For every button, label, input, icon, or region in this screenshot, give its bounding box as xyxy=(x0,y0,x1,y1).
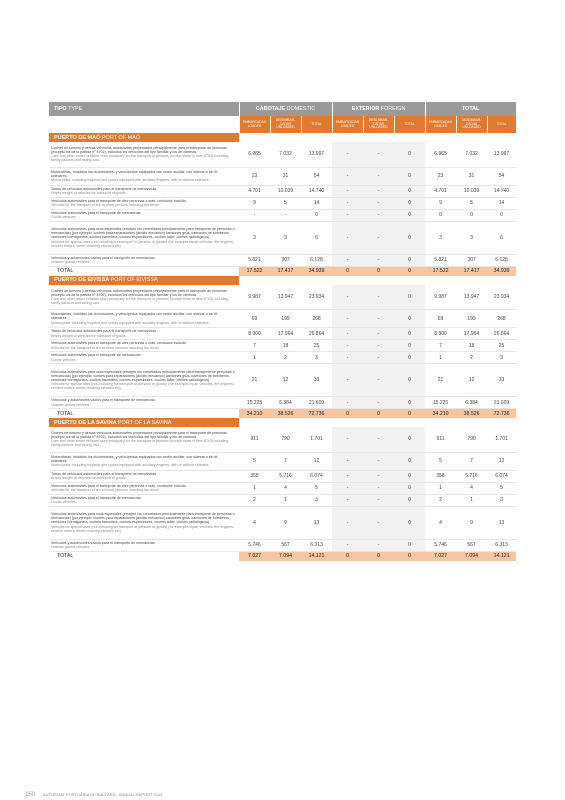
table-cell: 12 xyxy=(487,452,516,470)
table-cell: 5 xyxy=(239,452,270,470)
table-cell: 4 xyxy=(270,482,301,494)
port-header-fill xyxy=(239,276,516,285)
total-cell: 0 xyxy=(394,266,425,276)
total-cell: 0 xyxy=(332,551,363,561)
table-row xyxy=(49,310,516,328)
table-row xyxy=(49,185,516,197)
row-description: Vehículos automóviles para el transporte de diez personas o más, conductor incluido. Vehicles for the transport of ten or more persons including the driver. xyxy=(49,197,239,209)
total-cell: 0 xyxy=(332,409,363,419)
table-cell: 13.947 xyxy=(456,285,487,310)
table-cell: 15.225 xyxy=(425,397,456,409)
row-description: Vehículos y automóviles vacíos para el transporte de mercancías. Unladen goods vehicles. xyxy=(49,539,239,551)
table-cell: 5 xyxy=(301,482,332,494)
table-cell: 0 xyxy=(394,352,425,364)
table-cell: 10.039 xyxy=(270,185,301,197)
table-row xyxy=(49,397,516,409)
total-cell: 0 xyxy=(363,266,394,276)
port-header-row xyxy=(49,276,516,285)
table-row xyxy=(49,221,516,254)
table-cell: 69 xyxy=(239,310,270,328)
row-description: Tarros de vehículos automóviles para el transporte de mercancías. Empty weight of vehicles for transport of goods. xyxy=(49,185,239,197)
table-cell: 0 xyxy=(394,506,425,539)
subheader-unloaded: DESEMBAR-CADAS UNLOADED xyxy=(456,116,487,133)
group-header-foreign: EXTERIOR FOREIGN xyxy=(332,102,425,116)
table-cell: 5.821 xyxy=(239,254,270,266)
table-cell: 33 xyxy=(487,364,516,397)
table-cell: 6.384 xyxy=(270,397,301,409)
table-cell: - xyxy=(332,397,363,409)
table-cell: 0 xyxy=(394,340,425,352)
table-cell: 23 xyxy=(425,167,456,185)
row-description: Vehículos y automóviles vacíos para el transporte de mercancías. Unladen goods vehicles. xyxy=(49,397,239,409)
total-cell: 34.939 xyxy=(301,266,332,276)
total-cell: 0 xyxy=(332,266,363,276)
table-cell: 8.900 xyxy=(425,328,456,340)
subheader-loaded: EMBARCADAS LOADED xyxy=(239,116,270,133)
table-cell: - xyxy=(363,221,394,254)
table-row xyxy=(49,364,516,397)
table-cell: 54 xyxy=(301,167,332,185)
table-cell: 7 xyxy=(456,452,487,470)
port-name: PUERTO DE MAÓ PORT OF MAÓ xyxy=(49,133,239,142)
vehicles-traffic-table xyxy=(49,102,517,561)
table-cell: 2 xyxy=(270,352,301,364)
total-cell: 72.736 xyxy=(301,409,332,419)
table-cell: 23.934 xyxy=(487,285,516,310)
table-cell: 12 xyxy=(270,364,301,397)
table-cell: - xyxy=(332,197,363,209)
row-description: Vehículos automóviles para usos especiales (excepto los concebidos principalmente para transporte de personas o mercancías) [por ejemplo: coches para reparaciones (auxilio mecánico) camiones grúa, camiones de bomberos, camiones hormigonera, coches barredera, coches esparcidores, coches taller, coches radiológicos]. Vehicles for special uses (not including for transport or persons or goods) (for example repair vehicles, fire engines, cement mixers, street cleaning vehicles etc). xyxy=(49,364,239,397)
table-cell: 0 xyxy=(394,221,425,254)
table-cell: 5.746 xyxy=(239,539,270,551)
table-cell: 0 xyxy=(394,285,425,310)
table-cell: 911 xyxy=(239,427,270,452)
table-cell: 911 xyxy=(425,427,456,452)
table-cell: - xyxy=(363,482,394,494)
table-cell: 9 xyxy=(239,197,270,209)
row-description: Tarros de vehículos automóviles para el transporte de mercancías. Empty weight of vehicles for transport of goods. xyxy=(49,328,239,340)
table-cell: 358 xyxy=(239,470,270,482)
table-cell: - xyxy=(332,470,363,482)
table-cell: 0 xyxy=(394,167,425,185)
table-cell: 69 xyxy=(425,310,456,328)
table-cell: - xyxy=(363,142,394,167)
table-cell: 13 xyxy=(487,506,516,539)
table-cell: 4.701 xyxy=(239,185,270,197)
table-cell: 3 xyxy=(456,221,487,254)
table-cell: - xyxy=(332,364,363,397)
table-cell: 0 xyxy=(394,310,425,328)
table-cell: 7.032 xyxy=(270,142,301,167)
table-cell: 6 xyxy=(301,221,332,254)
total-cell: 17.522 xyxy=(425,266,456,276)
table-row xyxy=(49,494,516,506)
total-cell: 7.027 xyxy=(425,551,456,561)
table-cell: 14.740 xyxy=(301,185,332,197)
table-cell: 5.716 xyxy=(270,470,301,482)
table-cell: 6 xyxy=(487,221,516,254)
table-cell: 4.701 xyxy=(425,185,456,197)
total-row xyxy=(49,266,516,276)
table-cell: 23 xyxy=(239,167,270,185)
table-row xyxy=(49,452,516,470)
total-cell: 34.210 xyxy=(239,409,270,419)
table-cell: 23.934 xyxy=(301,285,332,310)
table-cell: - xyxy=(363,167,394,185)
table-cell: - xyxy=(332,352,363,364)
table-cell: 17.964 xyxy=(270,328,301,340)
total-cell: 17.417 xyxy=(270,266,301,276)
table-cell: 5 xyxy=(270,197,301,209)
total-row xyxy=(49,551,516,561)
table-cell: 6.384 xyxy=(456,397,487,409)
table-cell: 1 xyxy=(425,352,456,364)
table-cell: 6.313 xyxy=(301,539,332,551)
table-cell: - xyxy=(332,221,363,254)
table-cell: 0 xyxy=(394,539,425,551)
table-cell: 6.128 xyxy=(487,254,516,266)
table-cell: - xyxy=(363,470,394,482)
table-row xyxy=(49,352,516,364)
footer-text: AUTORITAT PORTUÀRIA DE BALEARS · ANNUAL REPORT 2013 xyxy=(43,792,163,797)
table-cell: 10.039 xyxy=(456,185,487,197)
row-description: Vehículos automóviles para usos especiales (excepto los concebidos principalmente para transporte de personas o mercancías) [por ejemplo: coches para reparaciones (auxilio mecánico) camiones grúa, camiones de bomberos, camiones hormigonera, coches barredera, coches esparcidores, coches taller, coches radiológicos]. Vehicles for special uses (not including for transport or persons or goods) (for example repair vehicles, fire engines, cement mixers, street cleaning vehicles etc). xyxy=(49,221,239,254)
total-cell: 7.027 xyxy=(239,551,270,561)
table-cell: 268 xyxy=(487,310,516,328)
table-cell: - xyxy=(332,185,363,197)
table-row xyxy=(49,197,516,209)
table-cell: 0 xyxy=(425,209,456,221)
subheader-total: TOTAL xyxy=(394,116,425,133)
table-body xyxy=(49,133,516,561)
table-row xyxy=(49,142,516,167)
table-cell: 1 xyxy=(270,494,301,506)
table-cell: 567 xyxy=(456,539,487,551)
total-cell: 14.121 xyxy=(301,551,332,561)
table-cell: 1 xyxy=(425,482,456,494)
table-cell: 6.074 xyxy=(301,470,332,482)
table-row xyxy=(49,285,516,310)
table-row xyxy=(49,539,516,551)
table-cell: 5 xyxy=(456,197,487,209)
table-cell: 13 xyxy=(301,506,332,539)
total-cell: 0 xyxy=(363,409,394,419)
row-description: Tarros de vehículos automóviles para el transporte de mercancías. Empty weight of vehicles for transport of goods. xyxy=(49,470,239,482)
table-cell: 567 xyxy=(270,539,301,551)
table-row xyxy=(49,328,516,340)
table-cell: 9 xyxy=(425,197,456,209)
table-cell: 25 xyxy=(487,340,516,352)
row-description: Vehículos automóviles para el transporte de mercancías. Goods vehicles. xyxy=(49,494,239,506)
row-description: Coches de turismo y demás vehículos automóviles proyectados principalmente para el transporte de personas (excepto los de la partida nº 8702), incluidos los vehículos del tipo familiar y los de carreras. Cars and other motor vehicles used principally for the transport of persons (except those in item 8702) including family saloons and racing cars. xyxy=(49,285,239,310)
table-cell: 1.701 xyxy=(301,427,332,452)
table-cell: 0 xyxy=(456,209,487,221)
table-cell: 21 xyxy=(425,364,456,397)
table-cell: - xyxy=(363,352,394,364)
table-cell: 12 xyxy=(301,452,332,470)
table-cell: - xyxy=(332,539,363,551)
table-cell: 7 xyxy=(270,452,301,470)
table-cell: - xyxy=(363,285,394,310)
row-description: Coches de turismo y demás vehículos automóviles proyectados principalmente para el transporte de personas (excepto los de la partida nº 8702), incluidos los vehículos del tipo familiar y los de carreras. Cars and other motor vehicles used principally for the transport of persons (except those in item 8702) including family saloons and racing cars. xyxy=(49,142,239,167)
table-cell: - xyxy=(363,254,394,266)
row-description: Motocicletas, incluidos los ciclomotores, y velocípedos equipados con motor auxiliar, con sidecar o sin él; sidecares. Motorcycles, including mopeds and cycles equipped with auxiliary engines, with or without sidecars. xyxy=(49,167,239,185)
group-header-total: TOTAL xyxy=(425,102,516,116)
page-number: 150 xyxy=(25,792,36,798)
table-cell: - xyxy=(239,209,270,221)
table-cell: 358 xyxy=(425,470,456,482)
table-cell: - xyxy=(332,452,363,470)
total-cell: 17.522 xyxy=(239,266,270,276)
table-cell: 0 xyxy=(394,397,425,409)
table-cell: 307 xyxy=(456,254,487,266)
subheader-row xyxy=(49,116,516,133)
subheader-unloaded: DESEMBAR-CADAS UNLOADED xyxy=(270,116,301,133)
type-header: TIPO TYPE xyxy=(49,102,239,116)
table-cell: 4 xyxy=(425,506,456,539)
table-cell: 3 xyxy=(239,221,270,254)
page-footer xyxy=(25,792,162,798)
table-row xyxy=(49,340,516,352)
port-header-row xyxy=(49,133,516,142)
subheader-blank xyxy=(49,116,239,133)
total-label: TOTAL xyxy=(49,409,239,419)
table-cell: 0 xyxy=(394,185,425,197)
table-cell: 7 xyxy=(425,340,456,352)
row-description: Vehículos automóviles para el transporte de mercancías. Goods vehicles. xyxy=(49,209,239,221)
table-row xyxy=(49,470,516,482)
table-cell: 31 xyxy=(456,167,487,185)
port-name: PUERTO DE LA SAVINA PORT OF LA SAVINA xyxy=(49,418,239,427)
table-cell: - xyxy=(332,482,363,494)
table-cell: 13.997 xyxy=(487,142,516,167)
table-cell: 5 xyxy=(425,452,456,470)
table-cell: 0 xyxy=(394,427,425,452)
table-cell: 13.947 xyxy=(270,285,301,310)
table-row xyxy=(49,209,516,221)
table-cell: 9.987 xyxy=(425,285,456,310)
table-cell: 6.074 xyxy=(487,470,516,482)
table-cell: 0 xyxy=(394,364,425,397)
row-description: Vehículos y automóviles vacíos para el transporte de mercancías. Unladen goods vehicles. xyxy=(49,254,239,266)
table-cell: 21.609 xyxy=(487,397,516,409)
table-cell: 1 xyxy=(239,352,270,364)
table-cell: - xyxy=(363,364,394,397)
table-cell: 14 xyxy=(301,197,332,209)
table-cell: 3 xyxy=(425,221,456,254)
total-cell: 0 xyxy=(363,551,394,561)
table-cell: 0 xyxy=(394,482,425,494)
table-row xyxy=(49,427,516,452)
table-cell: 14 xyxy=(487,197,516,209)
table-cell: 4 xyxy=(239,506,270,539)
table-cell: - xyxy=(363,328,394,340)
table-cell: 0 xyxy=(487,209,516,221)
table-cell: 0 xyxy=(394,142,425,167)
table-cell: 307 xyxy=(270,254,301,266)
total-label: TOTAL xyxy=(49,266,239,276)
total-cell: 72.736 xyxy=(487,409,516,419)
subheader-loaded: EMBARCADAS LOADED xyxy=(425,116,456,133)
table-cell: 5 xyxy=(487,482,516,494)
table-cell: 33 xyxy=(301,364,332,397)
table-cell: 9 xyxy=(456,506,487,539)
table-cell: 3 xyxy=(301,494,332,506)
table-row xyxy=(49,167,516,185)
row-description: Vehículos automóviles para el transporte de diez personas o más, conductor incluido. Vehicles for the transport of ten or more persons including the driver. xyxy=(49,340,239,352)
table-cell: 1.701 xyxy=(487,427,516,452)
table-cell: 2 xyxy=(456,352,487,364)
table-cell: 5.746 xyxy=(425,539,456,551)
table-cell: 13.997 xyxy=(301,142,332,167)
table-cell: 6.313 xyxy=(487,539,516,551)
table-cell: 9.987 xyxy=(239,285,270,310)
subheader-total: TOTAL xyxy=(487,116,516,133)
table-row xyxy=(49,482,516,494)
table-cell: 54 xyxy=(487,167,516,185)
total-cell: 0 xyxy=(394,409,425,419)
port-header-row xyxy=(49,418,516,427)
total-cell: 34.939 xyxy=(487,266,516,276)
table-cell: 26.864 xyxy=(301,328,332,340)
table-cell: - xyxy=(332,506,363,539)
table-cell: 5.821 xyxy=(425,254,456,266)
table-cell: 21 xyxy=(239,364,270,397)
table-cell: 790 xyxy=(270,427,301,452)
table-cell: 3 xyxy=(270,221,301,254)
subheader-loaded: EMBARCADAS LOADED xyxy=(332,116,363,133)
table-cell: 3 xyxy=(301,352,332,364)
table-cell: - xyxy=(363,452,394,470)
table-cell: - xyxy=(332,328,363,340)
table-cell: 199 xyxy=(456,310,487,328)
table-cell: 2 xyxy=(425,494,456,506)
total-cell: 17.417 xyxy=(456,266,487,276)
table-row xyxy=(49,506,516,539)
subheader-total: TOTAL xyxy=(301,116,332,133)
row-description: Vehículos automóviles para usos especiales (excepto los concebidos principalmente para transporte de personas o mercancías) [por ejemplo: coches para reparaciones (auxilio mecánico) camiones grúa, camiones de bomberos, camiones hormigonera, coches barredera, coches esparcidores, coches taller, coches radiológicos]. Vehicles for special uses (not including for transport or persons or goods) (for example repair vehicles, fire engines, cement mixers, street cleaning vehicles etc). xyxy=(49,506,239,539)
header-row xyxy=(49,102,516,116)
table-cell: 0 xyxy=(394,452,425,470)
table-cell: 25 xyxy=(301,340,332,352)
table-cell: 0 xyxy=(394,254,425,266)
total-row xyxy=(49,409,516,419)
group-header-domestic: CABOTAJE DOMESTIC xyxy=(239,102,332,116)
table-cell: 268 xyxy=(301,310,332,328)
table-cell: 0 xyxy=(394,328,425,340)
table-cell: - xyxy=(270,209,301,221)
table-cell: - xyxy=(363,539,394,551)
table-cell: - xyxy=(332,167,363,185)
row-description: Motocicletas, incluidos los ciclomotores, y velocípedos equipados con motor auxiliar, con sidecar o sin él; sidecares. Motorcycles, including mopeds and cycles equipped with auxiliary engines, with or without sidecars. xyxy=(49,310,239,328)
table-cell: 199 xyxy=(270,310,301,328)
table-cell: - xyxy=(363,310,394,328)
table-cell: 0 xyxy=(394,209,425,221)
total-cell: 14.121 xyxy=(487,551,516,561)
table-cell: 4 xyxy=(456,482,487,494)
total-cell: 7.094 xyxy=(456,551,487,561)
total-cell: 38.526 xyxy=(270,409,301,419)
table-cell: 2 xyxy=(239,494,270,506)
table-cell: 7 xyxy=(239,340,270,352)
table-cell: - xyxy=(332,254,363,266)
table-cell: 31 xyxy=(270,167,301,185)
table-cell: - xyxy=(363,506,394,539)
table-cell: - xyxy=(332,427,363,452)
table-cell: 17.964 xyxy=(456,328,487,340)
total-cell: 7.094 xyxy=(270,551,301,561)
table-cell: - xyxy=(332,209,363,221)
table-cell: 14.740 xyxy=(487,185,516,197)
port-name: PUERTO DE EIVISSA PORT OF EIVISSA xyxy=(49,276,239,285)
table-cell: 6.128 xyxy=(301,254,332,266)
total-cell: 0 xyxy=(394,551,425,561)
table-cell: 9 xyxy=(270,506,301,539)
table-cell: 6.965 xyxy=(425,142,456,167)
table-cell: 0 xyxy=(394,197,425,209)
table-cell: - xyxy=(332,340,363,352)
port-header-fill xyxy=(239,133,516,142)
table-cell: 12 xyxy=(456,364,487,397)
table-cell: - xyxy=(363,494,394,506)
table-cell: - xyxy=(332,494,363,506)
table-cell: 0 xyxy=(394,470,425,482)
table-cell: 26.864 xyxy=(487,328,516,340)
table-cell: - xyxy=(363,185,394,197)
table-cell: 0 xyxy=(394,494,425,506)
row-description: Vehículos automóviles para el transporte de mercancías. Goods vehicles. xyxy=(49,352,239,364)
table-cell: - xyxy=(363,340,394,352)
table-cell: 1 xyxy=(239,482,270,494)
table-cell: - xyxy=(363,209,394,221)
total-cell: 38.526 xyxy=(456,409,487,419)
table-cell: 790 xyxy=(456,427,487,452)
table-cell: 7.032 xyxy=(456,142,487,167)
table-cell: 18 xyxy=(456,340,487,352)
table-cell: 3 xyxy=(487,352,516,364)
table-cell: - xyxy=(363,427,394,452)
table-cell: 15.225 xyxy=(239,397,270,409)
table-cell: 18 xyxy=(270,340,301,352)
row-description: Vehículos automóviles para el transporte de diez personas o más, conductor incluido. Vehicles for the transport of ten or more persons including the driver. xyxy=(49,482,239,494)
subheader-unloaded: DESEMBAR-CADAS UNLOADED xyxy=(363,116,394,133)
table-cell: - xyxy=(332,285,363,310)
table-cell: 6.965 xyxy=(239,142,270,167)
table-cell: 21.609 xyxy=(301,397,332,409)
table-cell: 8.900 xyxy=(239,328,270,340)
table-cell: 3 xyxy=(487,494,516,506)
row-description: Coches de turismo y demás vehículos automóviles proyectados principalmente para el transporte de personas (excepto los de la partida nº 8702), incluidos los vehículos del tipo familiar y los de carreras. Cars and other motor vehicles used principally for the transport of persons (except those in item 8702) including family saloons and racing cars. xyxy=(49,427,239,452)
table-cell: 5.716 xyxy=(456,470,487,482)
table-cell: - xyxy=(332,142,363,167)
total-label: TOTAL xyxy=(49,551,239,561)
table-cell: 1 xyxy=(456,494,487,506)
port-header-fill xyxy=(239,418,516,427)
table-cell: - xyxy=(363,397,394,409)
table-cell: - xyxy=(363,197,394,209)
total-cell: 34.210 xyxy=(425,409,456,419)
table-cell: - xyxy=(332,310,363,328)
row-description: Motocicletas, incluidos los ciclomotores, y velocípedos equipados con motor auxiliar, con sidecar o sin él; sidecares. Motorcycles, including mopeds and cycles equipped with auxiliary engines, with or without sidecars. xyxy=(49,452,239,470)
table-row xyxy=(49,254,516,266)
table-cell: 0 xyxy=(301,209,332,221)
